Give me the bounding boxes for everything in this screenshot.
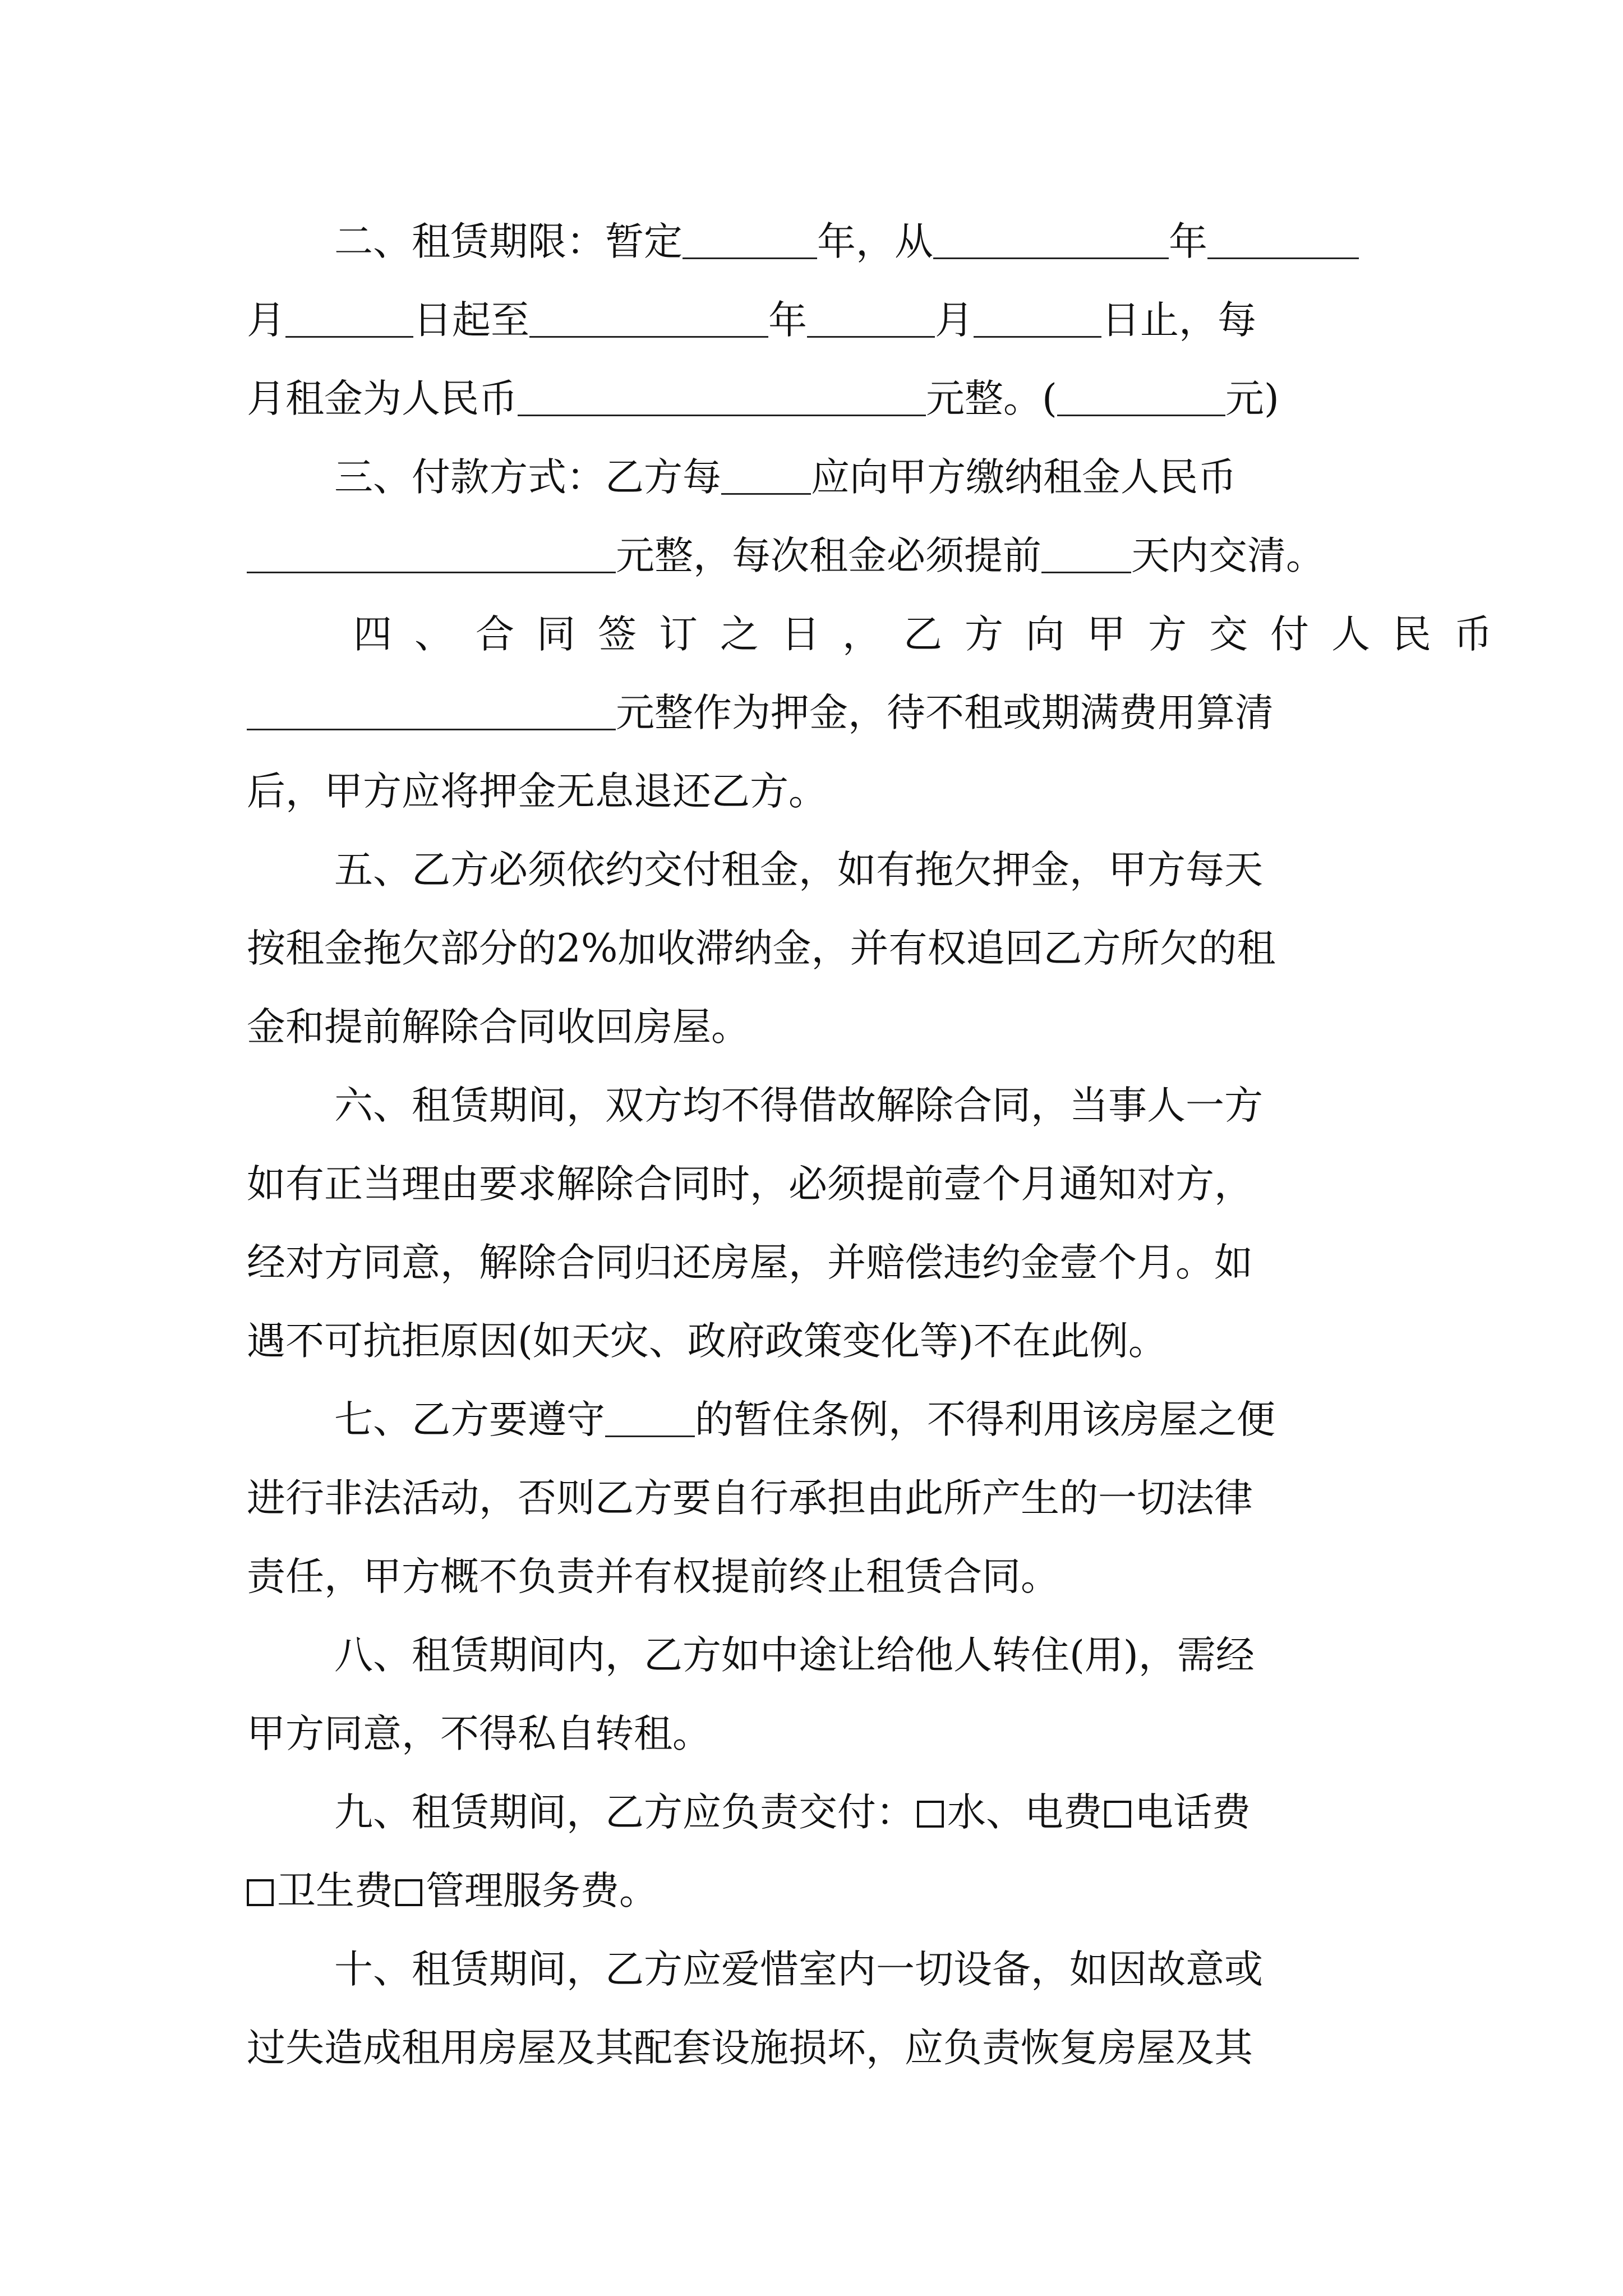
checkbox-icon[interactable]: [395, 1879, 422, 1906]
clause-6-line-2: [247, 1145, 1402, 1223]
clause-4-text: 元整作为押金，待不租或期满费用算清: [616, 691, 1274, 735]
clause-10-text: 过失造成租用房屋及其配套设施损坏，应负责恢复房屋及其: [247, 2026, 1253, 2070]
clause-2-line-1: [334, 203, 1380, 281]
clause-4-text: 后，甲方应将押金无息退还乙方。: [247, 769, 827, 814]
clause-8-line-1: [334, 1616, 1380, 1695]
clause-4-line-2: [247, 674, 1380, 752]
fee-option-label: 水、电费: [947, 1790, 1102, 1835]
clause-6-text: 如有正当理由要求解除合同时，必须提前壹个月通知对方，: [247, 1162, 1253, 1207]
clause-3-text: 三、付款方式：乙方每: [334, 455, 721, 500]
clause-2-line-3: [247, 360, 1380, 438]
clause-10-text: 十、租赁期间，乙方应爱惜室内一切设备，如因故意或: [334, 1947, 1263, 1992]
clause-7-line-2: [247, 1459, 1380, 1538]
start-month-blank: [1207, 225, 1359, 259]
fee-option-label: 管理服务费。: [426, 1869, 658, 1913]
clause-2-text: 日止，每: [1101, 298, 1256, 343]
end-month-blank: [807, 303, 935, 338]
clause-2-text: 年: [1169, 219, 1207, 264]
clause-5-line-3: [247, 988, 1380, 1066]
clause-6-text: 六、租赁期间，双方均不得借故解除合同，当事人一方: [334, 1083, 1263, 1128]
fee-option-label: 卫生费: [277, 1869, 393, 1913]
clause-6-text: 经对方同意，解除合同归还房屋，并赔偿违约金壹个月。如: [247, 1240, 1253, 1285]
clause-7-text: 七、乙方要遵守: [334, 1397, 605, 1442]
clause-7-text: 的暂住条例，不得利用该房屋之便: [695, 1397, 1275, 1442]
clause-7-line-1: [334, 1381, 1380, 1459]
clause-5-text: 金和提前解除合同收回房屋。: [247, 1005, 750, 1050]
clause-5-text: 按租金拖欠部分的2%加收滞纳金，并有权追回乙方所欠的租: [247, 926, 1276, 971]
clause-7-text: 进行非法活动，否则乙方要自行承担由此所产生的一切法律: [247, 1476, 1253, 1521]
clause-5-line-2: [247, 909, 1380, 988]
clause-3-line-2: [247, 517, 1380, 595]
monthly-rent-figure-blank: [1057, 382, 1225, 416]
clause-3-line-1: [334, 438, 1380, 517]
clause-2-text: 月: [247, 298, 285, 343]
clause-6-text: 遇不可抗拒原因(如天灾、政府政策变化等)不在此例。: [247, 1319, 1167, 1364]
payment-amount-blank: [247, 539, 616, 573]
deposit-amount-blank: [247, 696, 616, 730]
clause-9-line-1: [334, 1773, 1380, 1852]
clause-5-line-1: [334, 831, 1380, 909]
advance-days-blank: [1041, 539, 1131, 573]
start-year-blank: [933, 225, 1169, 259]
clause-10-line-2: [247, 2009, 1380, 2087]
end-year-blank: [529, 303, 768, 338]
clause-2-text: 年，从: [817, 219, 933, 264]
checkbox-icon[interactable]: [1104, 1801, 1131, 1828]
checkbox-icon[interactable]: [917, 1801, 944, 1828]
clause-2-text: 元整。(: [926, 376, 1057, 421]
term-years-blank: [683, 225, 817, 259]
clause-5-text: 五、乙方必须依约交付租金，如有拖欠押金，甲方每天: [334, 848, 1263, 892]
clause-2-text: 二、租赁期限：暂定: [334, 219, 683, 264]
monthly-rent-blank: [518, 382, 926, 416]
clause-2-text: 月租金为人民币: [247, 376, 518, 421]
clause-9-line-2: [247, 1852, 1380, 1930]
clause-7-text: 责任，甲方概不负责并有权提前终止租赁合同。: [247, 1554, 1059, 1599]
clause-6-line-4: [247, 1302, 1380, 1381]
payment-period-blank: [721, 461, 811, 495]
clause-10-line-1: [334, 1930, 1380, 2009]
start-day-blank: [285, 303, 413, 338]
clause-6-line-3: [247, 1223, 1380, 1302]
clause-9-text: 九、租赁期间，乙方应负责交付：: [334, 1790, 915, 1835]
clause-8-text: 八、租赁期间内，乙方如中途让给他人转住(用)，需经: [334, 1633, 1255, 1678]
clause-2-text: 日起至: [413, 298, 529, 343]
clause-2-line-2: [247, 281, 1380, 360]
residence-regulation-blank: [605, 1403, 695, 1437]
clause-2-text: 年: [768, 298, 807, 343]
clause-3-text: 元整，每次租金必须提前: [616, 533, 1041, 578]
fee-option-label: 电话费: [1135, 1790, 1251, 1835]
clause-4-line-3: [247, 752, 1380, 831]
clause-3-text: 天内交清。: [1131, 533, 1325, 578]
clause-6-line-1: [334, 1066, 1380, 1145]
end-day-blank: [974, 303, 1101, 338]
clause-2-text: 元): [1225, 376, 1279, 421]
clause-3-text: 应向甲方缴纳租金人民币: [811, 455, 1237, 500]
clause-7-line-3: [247, 1538, 1380, 1616]
clause-4-line-1: [353, 595, 1515, 674]
clause-4-text: 四、合同签订之日，乙方向甲方交付人民币: [353, 612, 1515, 657]
checkbox-icon[interactable]: [247, 1879, 274, 1906]
clause-8-text: 甲方同意，不得私自转租。: [247, 1711, 711, 1756]
clause-2-text: 月: [935, 298, 974, 343]
clause-8-line-2: [247, 1695, 1380, 1773]
